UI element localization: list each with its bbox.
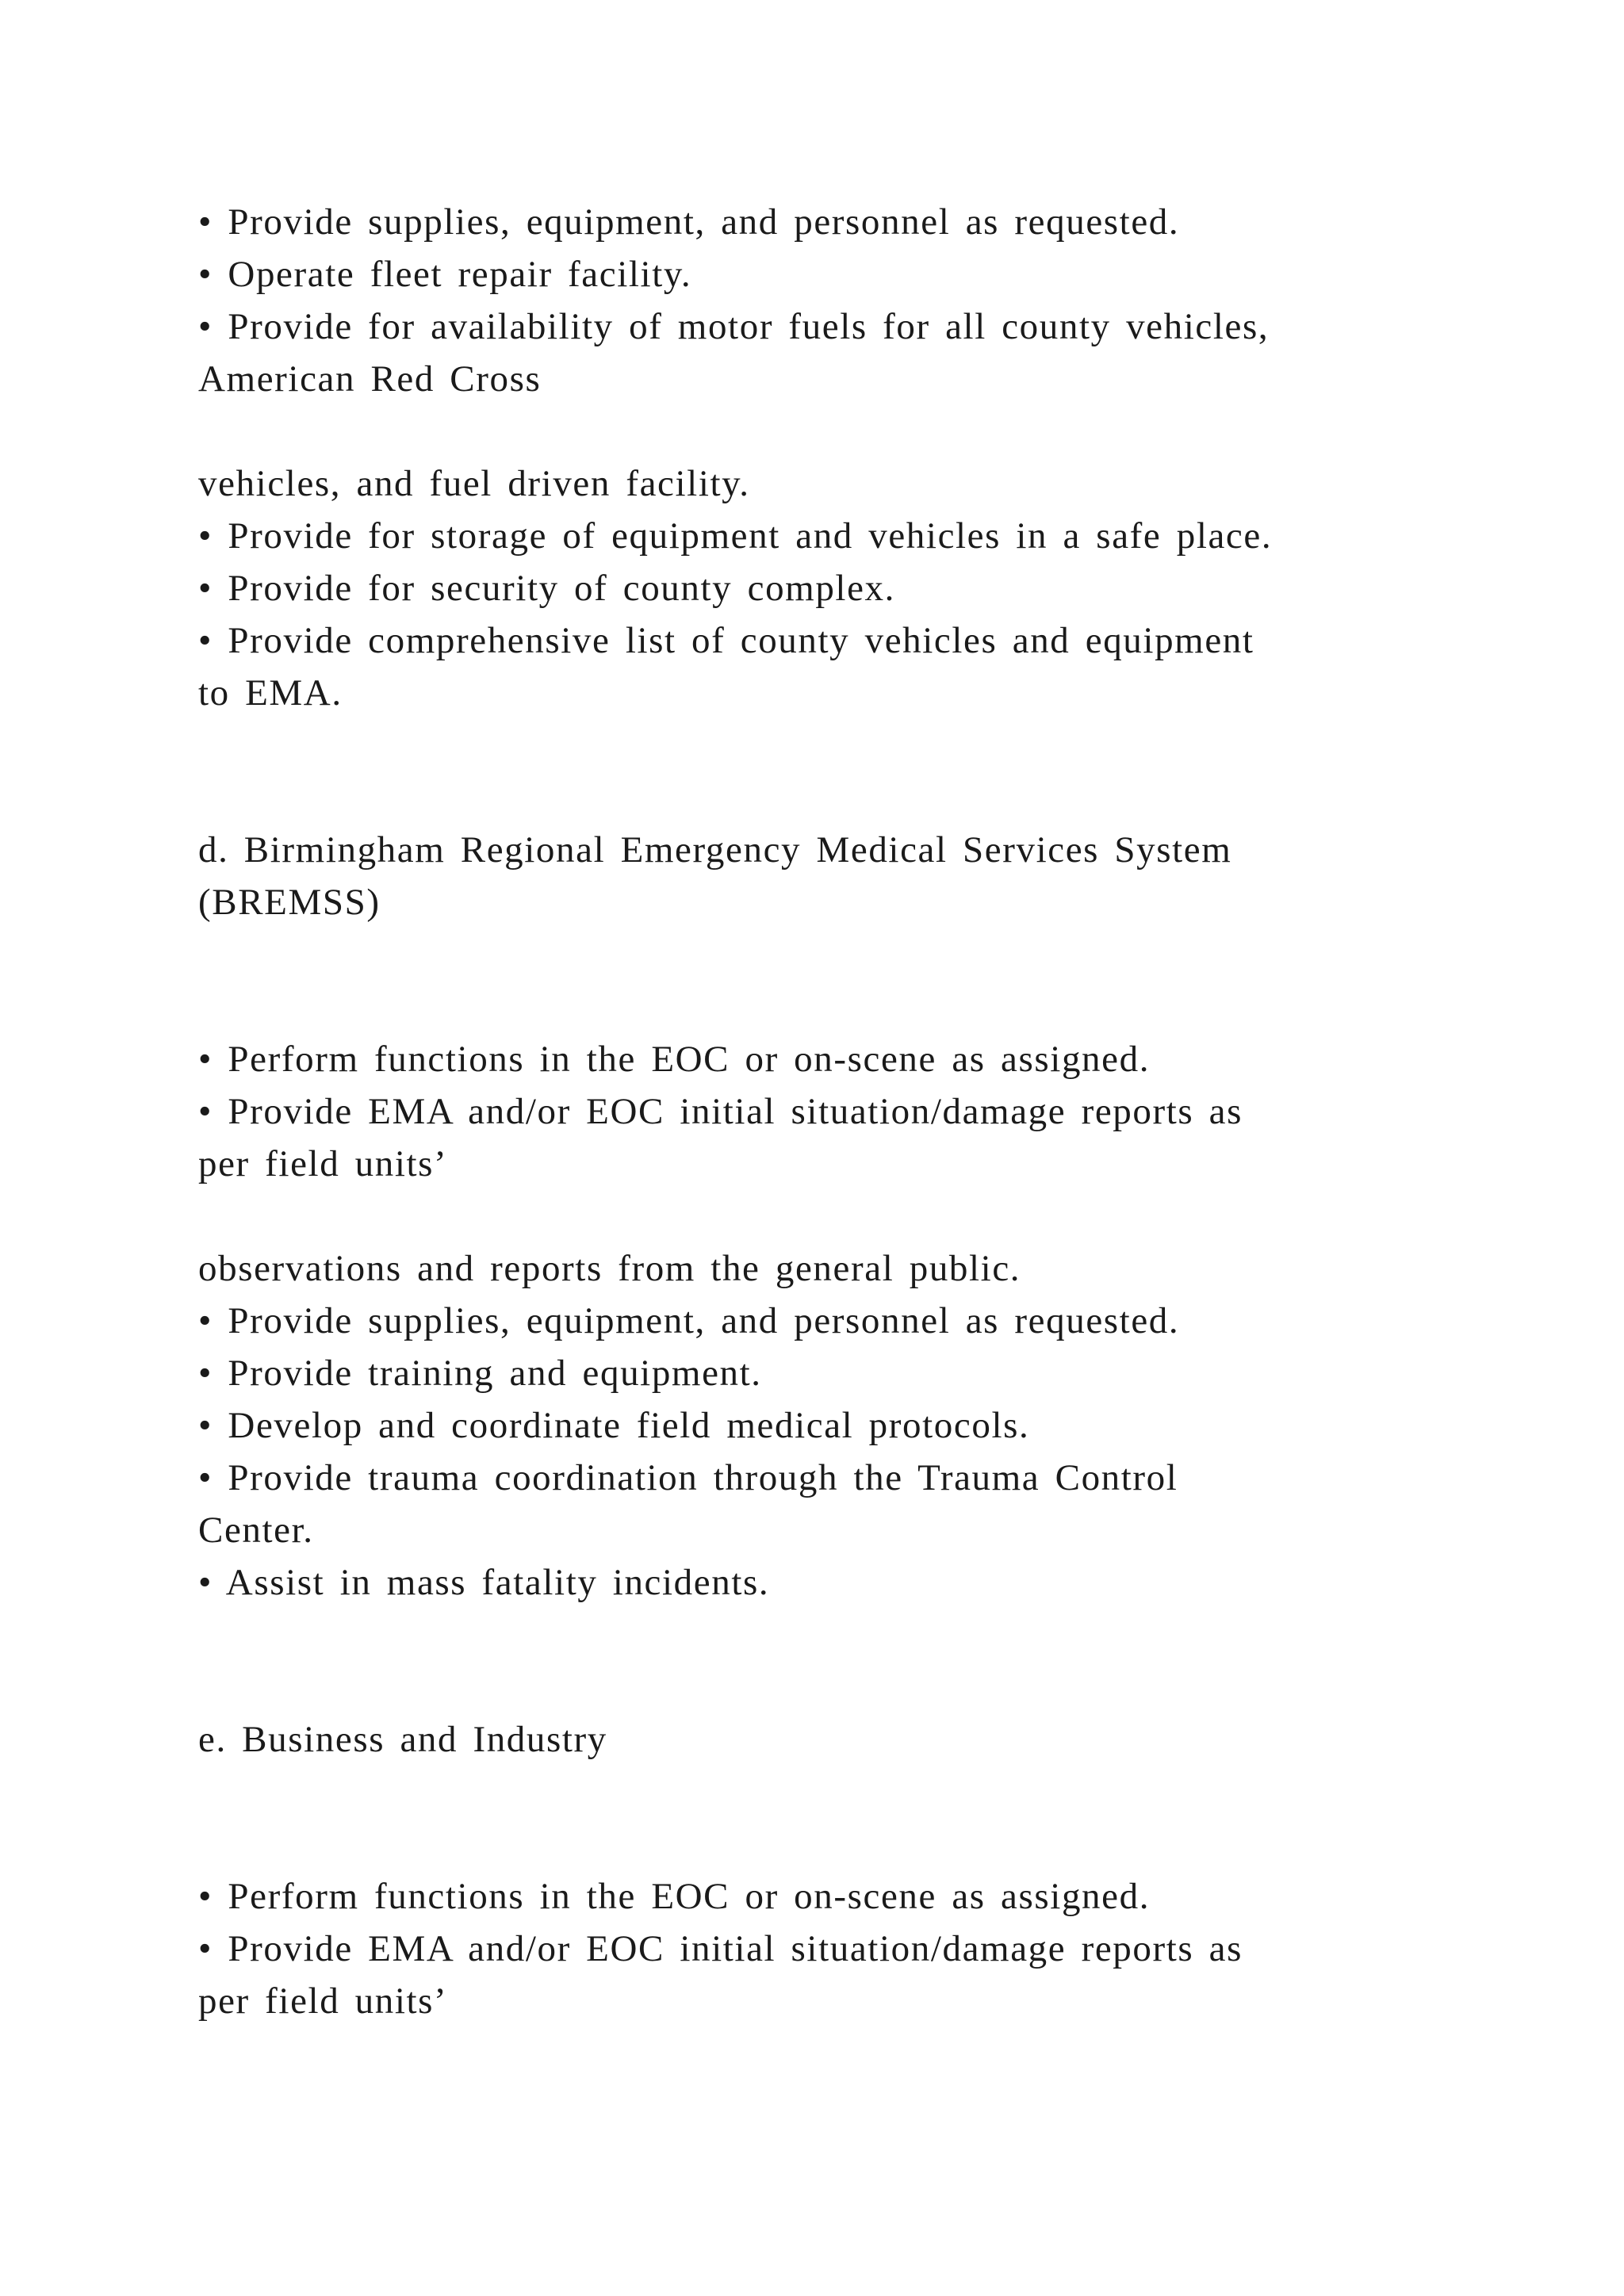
bullet-line-continuation: American Red Cross [198, 358, 542, 400]
bullet-line: • Provide trauma coordination through the Trauma Control [198, 1457, 1178, 1498]
section-heading: d. Birmingham Regional Emergency Medical Services System [198, 829, 1232, 871]
bullet-line: • Provide supplies, equipment, and personnel as requested. [198, 1300, 1180, 1341]
bullet-line: • Perform functions in the EOC or on-scene as assigned. [198, 1876, 1151, 1917]
bullet-line-continuation: per field units’ [198, 1980, 448, 2022]
bullet-line-continuation: vehicles, and fuel driven facility. [198, 463, 750, 504]
bullet-line-continuation: per field units’ [198, 1143, 448, 1184]
bullet-line: • Provide for security of county complex. [198, 568, 896, 609]
bullet-line: • Provide EMA and/or EOC initial situation/damage reports as [198, 1928, 1243, 1969]
bullet-line: • Assist in mass fatality incidents. [198, 1562, 770, 1603]
bullet-line-continuation: observations and reports from the general public. [198, 1248, 1021, 1289]
bullet-line: • Develop and coordinate field medical protocols. [198, 1405, 1030, 1446]
bullet-line: • Perform functions in the EOC or on-scene as assigned. [198, 1039, 1151, 1080]
bullet-line: • Provide for availability of motor fuels for all county vehicles, [198, 306, 1270, 347]
section-heading: e. Business and Industry [198, 1719, 607, 1760]
bullet-line: • Provide comprehensive list of county vehicles and equipment [198, 620, 1254, 661]
bullet-line-continuation: Center. [198, 1510, 314, 1551]
bullet-line: • Provide supplies, equipment, and personnel as requested. [198, 201, 1180, 243]
bullet-line: • Provide EMA and/or EOC initial situation/damage reports as [198, 1091, 1243, 1132]
bullet-line: • Operate fleet repair facility. [198, 254, 692, 295]
bullet-line-continuation: to EMA. [198, 672, 343, 714]
bullet-line: • Provide for storage of equipment and vehicles in a safe place. [198, 515, 1273, 557]
bullet-line: • Provide training and equipment. [198, 1353, 762, 1394]
section-heading-continuation: (BREMSS) [198, 882, 381, 923]
